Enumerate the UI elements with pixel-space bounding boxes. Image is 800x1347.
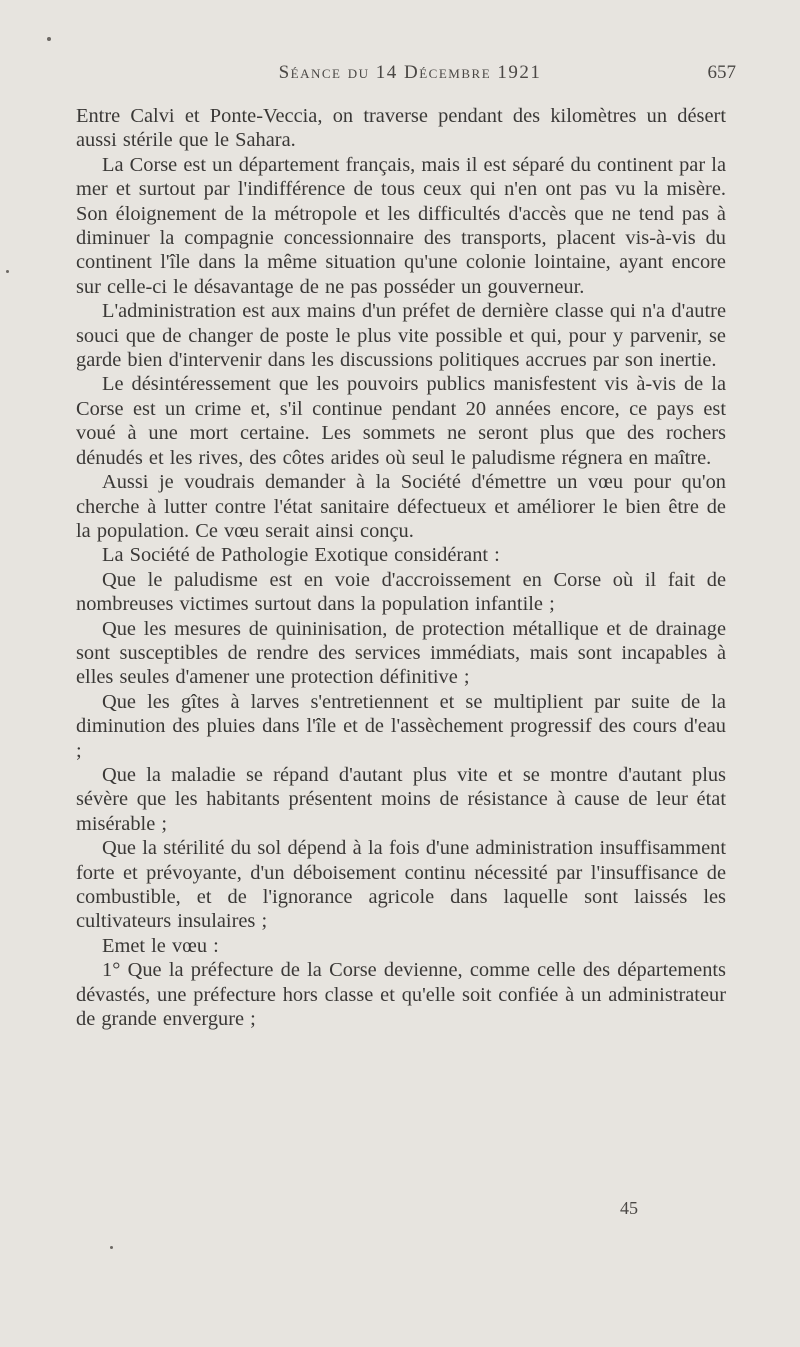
paragraph: La Société de Pathologie Exotique considérant : — [102, 544, 500, 567]
margin-speck — [47, 37, 51, 41]
paragraph: Emet le vœu : — [102, 934, 219, 957]
paragraph: Que le paludisme est en voie d'accroissement en Corse où il fait de nombreuses victimes surtout dans la population infantile ; — [76, 568, 726, 616]
page-header — [80, 62, 740, 92]
paragraph: Que la stérilité du sol dépend à la fois d'une administration insuffisamment forte et prévoyante, d'un déboisement continu nécessité par l'insuffisance de combustible, et de l'ignorance agricole dans laquelle sont laissés les cultivateurs insulaires ; — [76, 837, 726, 933]
margin-speck — [6, 270, 9, 273]
body-text — [76, 104, 726, 1031]
page-number: 657 — [707, 62, 736, 83]
paragraph: Aussi je voudrais demander à la Société d'émettre un vœu pour qu'on cherche à lutter contre l'état sanitaire défectueux et améliorer le bien être de la population. Ce vœu serait ainsi conçu. — [76, 471, 726, 542]
paragraph: 1° Que la préfecture de la Corse devienne, comme celle des départements dévastés, une préfecture hors classe et qu'elle soit confiée à un administrateur de grande envergure ; — [76, 959, 726, 1031]
paragraph: La Corse est un département français, mais il est séparé du continent par la mer et surtout par l'indifférence de tous ceux qui n'en ont pas vu la misère. Son éloignement de la métropole et les difficultés d'accès que ne tend pas à diminuer la compagnie concessionnaire des transports, placent vis-à-vis du continent l'île dans la même situation qu'une colonie lointaine, ayant encore sur celle-ci le désavantage de ne pas posséder un gouverneur. — [76, 153, 726, 298]
paragraph: Le désintéressement que les pouvoirs publics manisfestent vis à-vis de la Corse est un crime et, s'il continue pendant 20 années encore, ce pays est voué à une mort certaine. Les sommets ne seront plus que des rochers dénudés et les rives, des côtes arides où seul le paludisme régnera en maître. — [76, 373, 726, 469]
paragraph: Que les gîtes à larves s'entretiennent et se multiplient par suite de la diminution des pluies dans l'île et de l'assèchement progressif des cours d'eau ; — [76, 690, 726, 762]
paragraph: Que la maladie se répand d'autant plus vite et se montre d'autant plus sévère que les habitants présentent moins de résistance à cause de leur état misérable ; — [76, 763, 726, 835]
paragraph: L'administration est aux mains d'un préfet de dernière classe qui n'a d'autre souci que de changer de poste le plus vite possible et qui, pour y parvenir, se garde bien d'intervenir dans les discussions politiques accrues par son inertie. — [76, 300, 726, 372]
paragraph: Que les mesures de quininisation, de protection métallique et de drainage sont susceptibles de rendre des services immédiats, mais sont incapables à elles seules d'amener une protection définitive ; — [76, 617, 726, 689]
paragraph: Entre Calvi et Ponte-Veccia, on traverse pendant des kilomètres un désert aussi stérile que le Sahara. — [76, 105, 726, 152]
signature-mark: 45 — [620, 1198, 638, 1218]
margin-speck — [110, 1246, 113, 1249]
running-title: Séance du 14 Décembre 1921 — [278, 62, 542, 83]
